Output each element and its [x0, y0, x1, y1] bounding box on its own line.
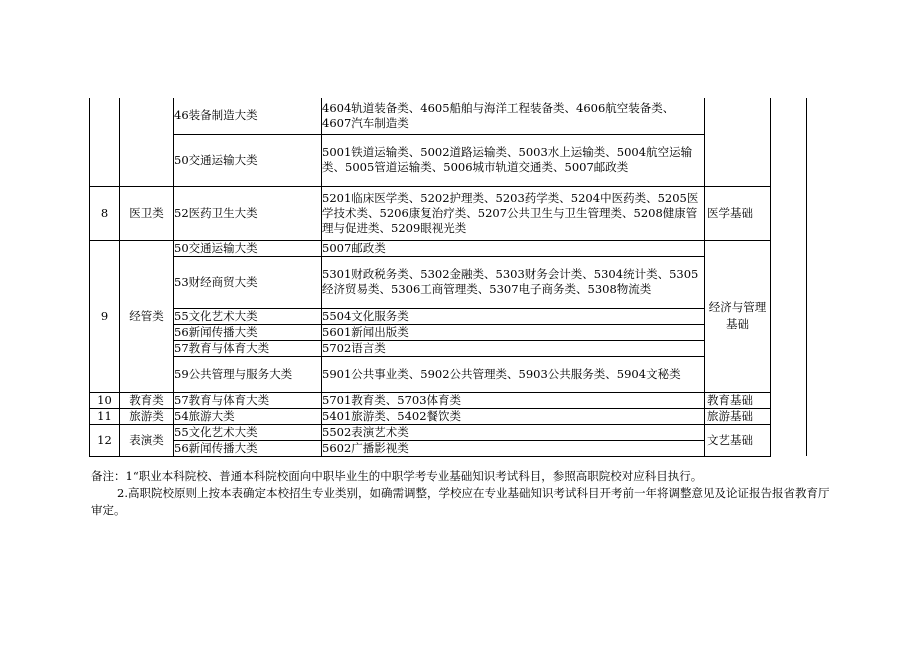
major-codes: 5201临床医学类、5202护理类、5203药学类、5204中医药类、5205医学技术类、5206康复治疗类、5207公共卫生与卫生管理类、5208健康管理与促进类、5209眼视光类 — [322, 186, 705, 240]
category-group: 教育类 — [120, 392, 174, 408]
major-codes: 5301财政税务类、5302金融类、5303财务会计类、5304统计类、5305经济贸易类、5306工商管理类、5307电子商务类、5308物流类 — [322, 256, 705, 308]
note-1: 备注：1“职业本科院校、普通本科院校面向中职毕业生的中职学考专业基础知识考试科目，参照高职院校对应科目执行。 — [91, 469, 703, 483]
table-row — [90, 424, 807, 440]
exam-subject: 旅游基础 — [705, 408, 771, 424]
table-row — [90, 240, 807, 256]
major-category: 50交通运输大类 — [174, 134, 322, 186]
major-codes: 5001铁道运输类、5002道路运输类、5003水上运输类、5004航空运输类、5005管道运输类、5006城市轨道交通类、5007邮政类 — [322, 134, 705, 186]
document-page — [89, 98, 807, 457]
table-row — [90, 134, 807, 186]
row-number: 9 — [90, 240, 120, 392]
major-category: 52医药卫生大类 — [174, 186, 322, 240]
table-row — [90, 440, 807, 456]
category-group: 旅游类 — [120, 408, 174, 424]
major-category: 57教育与体育大类 — [174, 392, 322, 408]
major-category: 56新闻传播大类 — [174, 324, 322, 340]
major-category-table — [89, 98, 807, 457]
major-codes: 5701教育类、5703体育类 — [322, 392, 705, 408]
exam-subject — [705, 98, 771, 186]
major-category: 53财经商贸大类 — [174, 256, 322, 308]
category-group: 医卫类 — [120, 186, 174, 240]
major-codes: 5601新闻出版类 — [322, 324, 705, 340]
note-2: 2.高职院校原则上按本表确定本校招生专业类别，如确需调整，学校应在专业基础知识考试科目开考前一年将调整意见及论证报告报省教育厅审定。 — [91, 486, 830, 517]
table-row — [90, 392, 807, 408]
row-number: 12 — [90, 424, 120, 456]
major-codes: 5702语言类 — [322, 340, 705, 356]
table-row — [90, 324, 807, 340]
major-category: 56新闻传播大类 — [174, 440, 322, 456]
major-codes: 4604轨道装备类、4605船舶与海洋工程装备类、4606航空装备类、4607汽车制造类 — [322, 98, 705, 134]
category-group — [120, 98, 174, 186]
right-blank-column — [771, 98, 807, 456]
major-codes: 5901公共事业类、5902公共管理类、5903公共服务类、5904文秘类 — [322, 356, 705, 392]
major-category: 59公共管理与服务大类 — [174, 356, 322, 392]
major-codes: 5502表演艺术类 — [322, 424, 705, 440]
major-codes: 5504文化服务类 — [322, 308, 705, 324]
major-category: 54旅游大类 — [174, 408, 322, 424]
category-group: 表演类 — [120, 424, 174, 456]
table-row — [90, 408, 807, 424]
major-category: 55文化艺术大类 — [174, 424, 322, 440]
major-category: 46装备制造大类 — [174, 98, 322, 134]
row-number — [90, 98, 120, 186]
major-category: 50交通运输大类 — [174, 240, 322, 256]
table-row — [90, 356, 807, 392]
exam-subject: 医学基础 — [705, 186, 771, 240]
footnotes — [91, 468, 831, 519]
major-category: 55文化艺术大类 — [174, 308, 322, 324]
exam-subject: 文艺基础 — [705, 424, 771, 456]
exam-subject: 经济与管理基础 — [705, 240, 771, 392]
exam-subject: 教育基础 — [705, 392, 771, 408]
row-number: 10 — [90, 392, 120, 408]
table-row — [90, 256, 807, 308]
major-category: 57教育与体育大类 — [174, 340, 322, 356]
table-row — [90, 308, 807, 324]
category-group: 经管类 — [120, 240, 174, 392]
table-row — [90, 340, 807, 356]
row-number: 8 — [90, 186, 120, 240]
major-codes: 5007邮政类 — [322, 240, 705, 256]
table-row — [90, 98, 807, 134]
row-number: 11 — [90, 408, 120, 424]
major-codes: 5602广播影视类 — [322, 440, 705, 456]
table-row — [90, 186, 807, 240]
major-codes: 5401旅游类、5402餐饮类 — [322, 408, 705, 424]
